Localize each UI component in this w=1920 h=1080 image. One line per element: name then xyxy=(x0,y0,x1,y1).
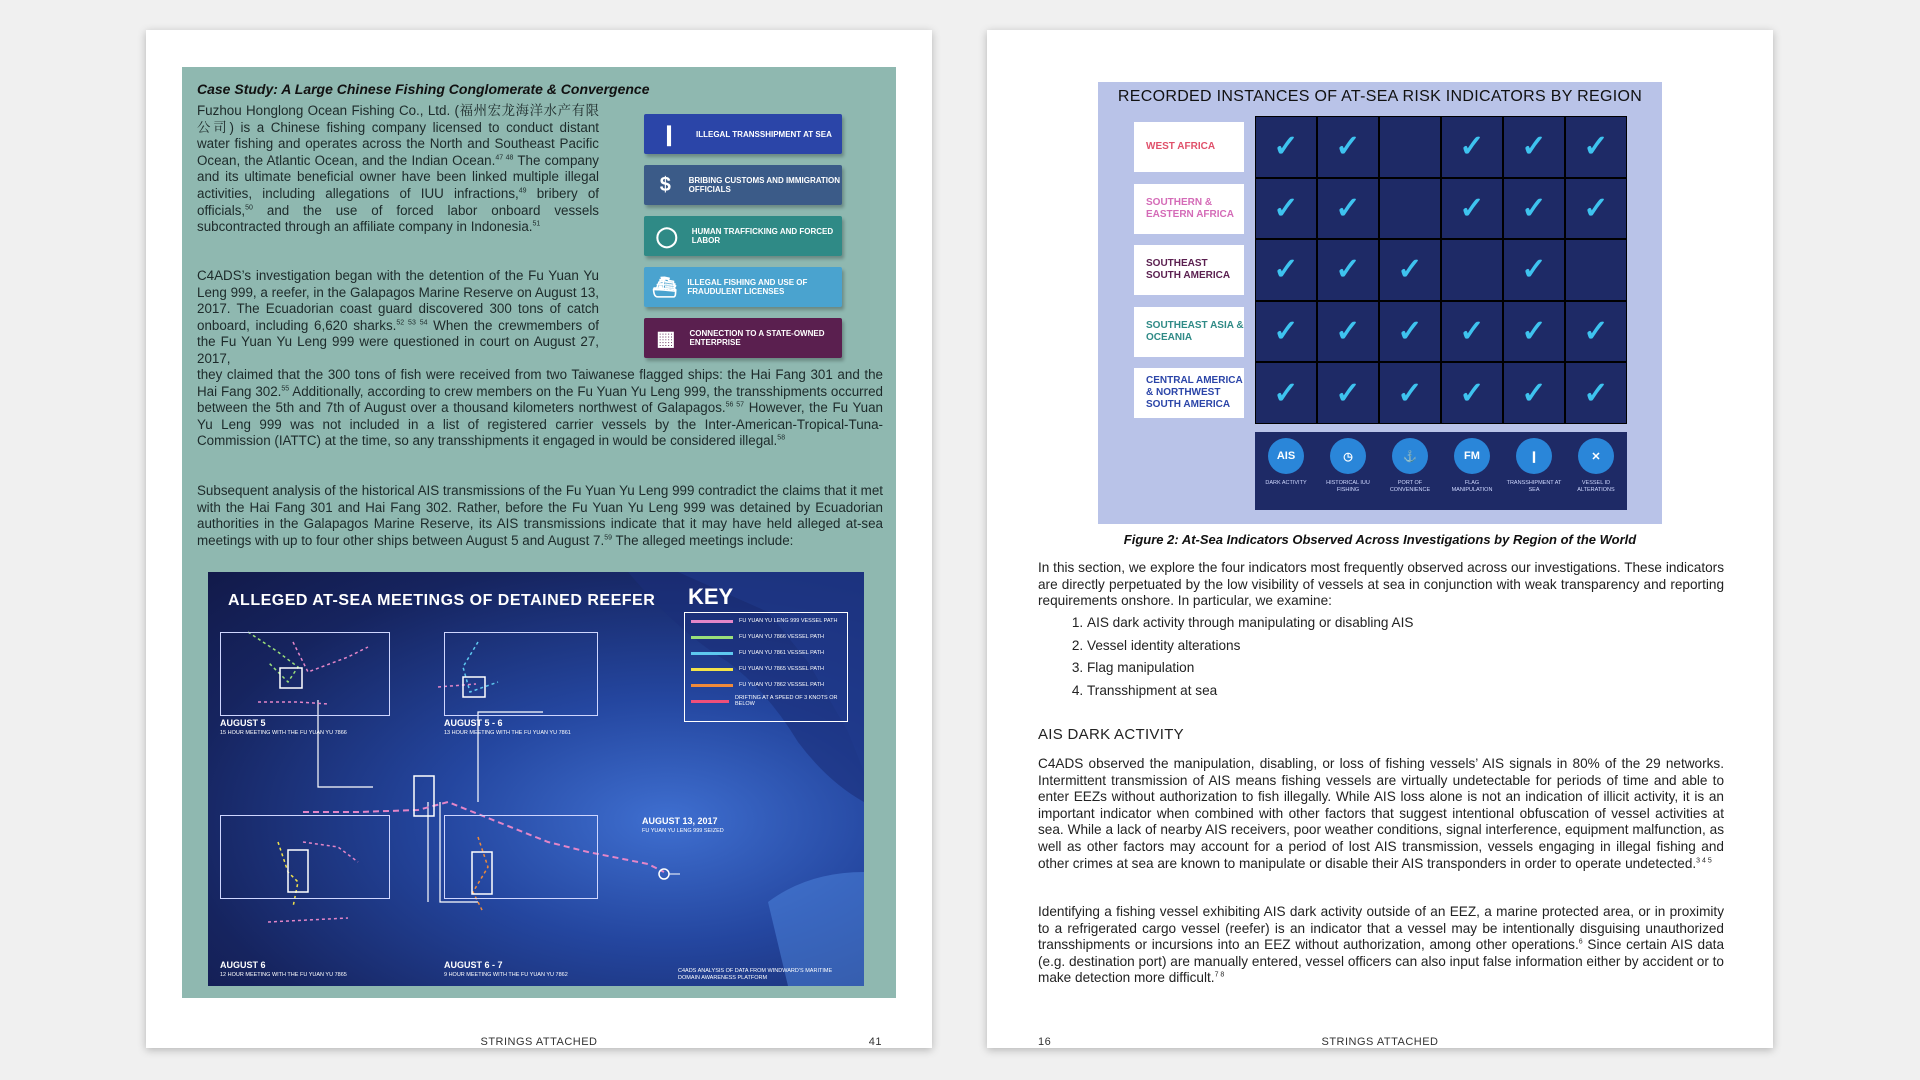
panel-august-5-6 xyxy=(444,632,598,716)
check-icon: ✓ xyxy=(1317,239,1379,301)
money-bag-icon: $ xyxy=(659,173,671,196)
check-icon: ✓ xyxy=(1441,362,1503,424)
empty-cell xyxy=(1565,239,1627,301)
panel-august-6-7 xyxy=(444,815,598,899)
check-icon: ✓ xyxy=(1317,362,1379,424)
check-icon: ✓ xyxy=(1379,239,1441,301)
check-icon: ✓ xyxy=(1255,178,1317,240)
indicator-icon-bar xyxy=(1255,432,1627,510)
indicator-column xyxy=(1255,432,1317,510)
indicator-column xyxy=(1379,432,1441,510)
clock-icon: ◷ xyxy=(1330,438,1366,474)
indicator-column xyxy=(1565,432,1627,510)
check-icon: ✓ xyxy=(1503,178,1565,240)
map-legend xyxy=(684,612,848,722)
indicator-column xyxy=(1441,432,1503,510)
seized-label: AUGUST 13, 2017 xyxy=(642,816,718,826)
check-icon: ✓ xyxy=(1441,116,1503,178)
badge-label: HUMAN TRAFFICKING AND FORCED LABOR xyxy=(691,227,834,245)
legend-swatch xyxy=(691,620,733,623)
indicator-badge xyxy=(644,216,842,256)
check-icon: ✓ xyxy=(1379,362,1441,424)
check-icon: ✓ xyxy=(1565,362,1627,424)
empty-cell xyxy=(1379,116,1441,178)
list-item: 2. Vessel identity alterations xyxy=(1087,635,1413,658)
indicator-badge xyxy=(644,165,842,205)
check-icon: ✓ xyxy=(1503,239,1565,301)
empty-cell xyxy=(1379,178,1441,240)
check-icon: ✓ xyxy=(1255,239,1317,301)
right-page xyxy=(987,30,1773,1048)
indicator-badge xyxy=(644,114,842,154)
check-icon: ✓ xyxy=(1565,178,1627,240)
panel-title: AUGUST 6 xyxy=(220,960,266,970)
list-item: 1. AIS dark activity through manipulating or disabling AIS xyxy=(1087,612,1413,635)
indicator-label: DARK ACTIVITY xyxy=(1265,480,1307,486)
legend-label: FU YUAN YU LENG 999 VESSEL PATH xyxy=(739,618,838,624)
case-paragraph-2-cont: they claimed that the 300 tons of fish were received from two Taiwanese flagged ships: the Hai Fang 301 and the Hai Fang 302.55 Additionally, according to crew members on the Fu Yuan Yu Leng 999, the transshipments occurred between the 5th and 7th of August over a thousand kilometers northwest of Galapagos.$^{56 57}$ However, the Fu Yuan Yu Leng 999 was not included in a list of registered carrier vessels by the Inter-American-Tropical-Tuna-Commission (IATTC) at the time, so any transshipments it engaged in would be considered illegal.$^{58}$ xyxy=(197,367,884,449)
region-label: SOUTHERN & EASTERN AFRICA xyxy=(1134,184,1244,234)
list-item: 4. Transshipment at sea xyxy=(1087,680,1413,703)
legend-item xyxy=(685,613,847,629)
legend-item xyxy=(685,645,847,661)
legend-swatch xyxy=(691,636,733,639)
ais-icon: AIS xyxy=(1268,438,1304,474)
check-icon: ✓ xyxy=(1565,301,1627,363)
seized-sublabel: FU YUAN YU LENG 999 SEIZED xyxy=(642,828,724,834)
indicator-grid xyxy=(1255,116,1627,424)
indicator-badge xyxy=(644,267,842,307)
check-icon: ✓ xyxy=(1503,362,1565,424)
panel-subtitle: 15 HOUR MEETING WITH THE FU YUAN YU 7866 xyxy=(220,730,347,736)
section-heading: AIS DARK ACTIVITY xyxy=(1038,726,1184,743)
case-study-box xyxy=(182,67,896,998)
check-icon: ✓ xyxy=(1317,178,1379,240)
indicator-label: FLAG MANIPULATION xyxy=(1451,480,1493,493)
check-icon: ✓ xyxy=(1317,301,1379,363)
case-paragraph-1: Fuzhou Honglong Ocean Fishing Co., Ltd. (福州宏龙海洋水产有限公司) is a Chinese fishing company licensed to conduct distant water fishing and operates across the North and Southeast Pacific Ocean, the Atlantic Ocean, and the Indian Ocean.$^{47 48}$ The company and its ultimate beneficial owner have been linked multiple illegal activities, including allegations of IUU infractions,$^{49}$ bribery of officials,$^{50}$ and the use of forced labor onboard vessels subcontracted through an affiliate company in Indonesia.$^{51}$ xyxy=(197,103,599,235)
check-icon: ✓ xyxy=(1441,301,1503,363)
handcuffs-icon: ◯ xyxy=(655,225,679,248)
indicator-label: VESSEL ID ALTERATIONS xyxy=(1577,480,1615,493)
key-title: KEY xyxy=(688,584,734,609)
indicator-label: TRANSSHIPMENT AT SEA xyxy=(1506,480,1562,493)
meetings-map xyxy=(208,572,864,986)
panel-title: AUGUST 6 - 7 xyxy=(444,960,503,970)
check-icon: ✓ xyxy=(1441,178,1503,240)
flag-icon: FM xyxy=(1454,438,1490,474)
legend-item xyxy=(685,629,847,645)
check-icon: ✓ xyxy=(1565,116,1627,178)
panel-august-5 xyxy=(220,632,390,716)
legend-label: FU YUAN YU 7866 VESSEL PATH xyxy=(739,634,824,640)
badge-label: ILLEGAL FISHING AND USE OF FRAUDULENT LICENSES xyxy=(687,278,808,296)
building-icon: ▦ xyxy=(656,327,676,350)
case-study-title: Case Study: A Large Chinese Fishing Conglomerate & Convergence xyxy=(197,81,650,97)
legend-label: FU YUAN YU 7861 VESSEL PATH xyxy=(739,650,824,656)
case-paragraph-3: Subsequent analysis of the historical AIS transmissions of the Fu Yuan Yu Leng 999 contradict the claims that it met with the Hai Fang 301 and Hai Fang 302. Rather, before the Fu Yuan Yu Leng 999 was detained by Ecuadorian authorities in the Galapagos Marine Reserve, its AIS transmissions indicate that it may have held alleged at-sea meetings with up to four other ships between August 5 and August 7.59 The alleged meetings include: xyxy=(197,483,883,548)
ais-paragraph-2: Identifying a fishing vessel exhibiting AIS dark activity outside of an EEZ, a marine protected area, or in proximity to a refrigerated cargo vessel (reefer) is an indicator that a vessel may be intentionally disguising unauthorized transshipments or incursions into an EEZ without authorization, among other operations.$^6$ Since certain AIS data (e.g. destination port) are manually entered, vessel officers can also input false information either by accident or to make detection more difficult.$^{7 8}$ xyxy=(1038,904,1725,986)
indicator-list xyxy=(1067,612,1413,702)
badge-label: BRIBING CUSTOMS AND IMMIGRATION OFFICIALS xyxy=(688,176,841,194)
legend-swatch xyxy=(691,700,729,703)
intro-paragraph: In this section, we explore the four indicators most frequently observed across our investigations. These indicators are directly perpetuated by the low visibility of vessels at sea in conjunction with weak transparency and reporting requirements onshore. In particular, we examine: xyxy=(1038,560,1724,609)
fishing-boat-icon: ⛴ xyxy=(652,276,678,299)
check-icon: ✓ xyxy=(1503,116,1565,178)
port-icon: ⚓ xyxy=(1392,438,1428,474)
region-label: SOUTHEAST ASIA & OCEANIA xyxy=(1134,307,1244,357)
page-number: 16 xyxy=(1038,1036,1052,1048)
check-icon: ✓ xyxy=(1255,362,1317,424)
check-icon: ✓ xyxy=(1503,301,1565,363)
check-icon: ✓ xyxy=(1255,116,1317,178)
map-title: ALLEGED AT-SEA MEETINGS OF DETAINED REEFER xyxy=(228,592,656,609)
legend-swatch xyxy=(691,668,733,671)
legend-item xyxy=(685,677,847,693)
ais-paragraph-1: C4ADS observed the manipulation, disabling, or loss of fishing vessels’ AIS signals in 80% of the 29 networks. Intermittent transmission of AIS means fishing vessels are virtually undetectable for periods of time and able to enter EEZs without authorization to fish illegally. While AIS loss alone is not an indication of illicit activity, it is an important indicator when combined with other factors that suggest intentional obfuscation of vessel activities at sea. While a lack of nearby AIS receivers, poor weather conditions, signal interference, equipment malfunction, as well as other factors may account for a period of lost AIS transmission, vessels engaging in illegal fishing and other crimes at sea are known to manipulate or disable their AIS transponders in order to operate undetected.$^{3 4 5}$ xyxy=(1038,756,1724,871)
panel-subtitle: 12 HOUR MEETING WITH THE FU YUAN YU 7865 xyxy=(220,972,347,978)
map-source: C4ADS ANALYSIS OF DATA FROM WINDWARD’S MARITIME DOMAIN AWARENESS PLATFORM xyxy=(678,968,833,981)
indicator-badges xyxy=(644,114,842,369)
case-paragraph-2: C4ADS’s investigation began with the detention of the Fu Yuan Yu Leng 999, a reefer, in the Galapagos Marine Reserve on August 13, 2017. The Ecuadorian coast guard discovered 300 tons of catch onboard, including 6,620 sharks.$^{52 53 54}$ When the crewmembers of the Fu Yuan Yu Leng 999 were questioned in court on August 27, 2017, xyxy=(197,268,599,366)
panel-title: AUGUST 5 - 6 xyxy=(444,718,503,728)
indicator-badge xyxy=(644,318,842,358)
legend-swatch xyxy=(691,652,733,655)
check-icon: ✓ xyxy=(1379,301,1441,363)
panel-title: AUGUST 5 xyxy=(220,718,266,728)
transshipment-icon: ❙ xyxy=(1516,438,1552,474)
risk-indicator-figure xyxy=(1098,82,1662,524)
legend-item xyxy=(685,661,847,677)
left-page xyxy=(146,30,932,1048)
region-label: WEST AFRICA xyxy=(1134,122,1244,172)
footer-title: STRINGS ATTACHED xyxy=(1321,1036,1439,1048)
badge-label: ILLEGAL TRANSSHIPMENT AT SEA xyxy=(696,129,832,139)
empty-cell xyxy=(1441,239,1503,301)
page-number: 41 xyxy=(868,1036,882,1048)
panel-subtitle: 9 HOUR MEETING WITH THE FU YUAN YU 7862 xyxy=(444,972,568,978)
transshipment-icon: ❙ xyxy=(660,123,678,146)
figure-title: RECORDED INSTANCES OF AT-SEA RISK INDICATORS BY REGION xyxy=(1117,88,1643,105)
legend-label: FU YUAN YU 7865 VESSEL PATH xyxy=(739,666,824,672)
region-label: SOUTHEAST SOUTH AMERICA xyxy=(1134,245,1244,295)
check-icon: ✓ xyxy=(1317,116,1379,178)
legend-label: DRIFTING AT A SPEED OF 3 KNOTS OR BELOW xyxy=(734,695,838,707)
list-item: 3. Flag manipulation xyxy=(1087,657,1413,680)
indicator-column xyxy=(1503,432,1565,510)
indicator-label: HISTORICAL IUU FISHING xyxy=(1326,480,1370,493)
footer-title: STRINGS ATTACHED xyxy=(480,1036,598,1048)
region-label: CENTRAL AMERICA & NORTHWEST SOUTH AMERICA xyxy=(1134,368,1244,418)
figure-caption: Figure 2: At-Sea Indicators Observed Across Investigations by Region of the World xyxy=(1123,532,1637,547)
panel-august-6 xyxy=(220,815,390,899)
indicator-label: PORT OF CONVENIENCE xyxy=(1389,480,1431,493)
panel-subtitle: 13 HOUR MEETING WITH THE FU YUAN YU 7861 xyxy=(444,730,571,736)
legend-item xyxy=(685,693,847,709)
check-icon: ✓ xyxy=(1255,301,1317,363)
legend-label: FU YUAN YU 7862 VESSEL PATH xyxy=(739,682,824,688)
indicator-column xyxy=(1317,432,1379,510)
badge-label: CONNECTION TO A STATE-OWNED ENTERPRISE xyxy=(689,329,825,347)
legend-swatch xyxy=(691,684,733,687)
id-alteration-icon: ✕ xyxy=(1578,438,1614,474)
